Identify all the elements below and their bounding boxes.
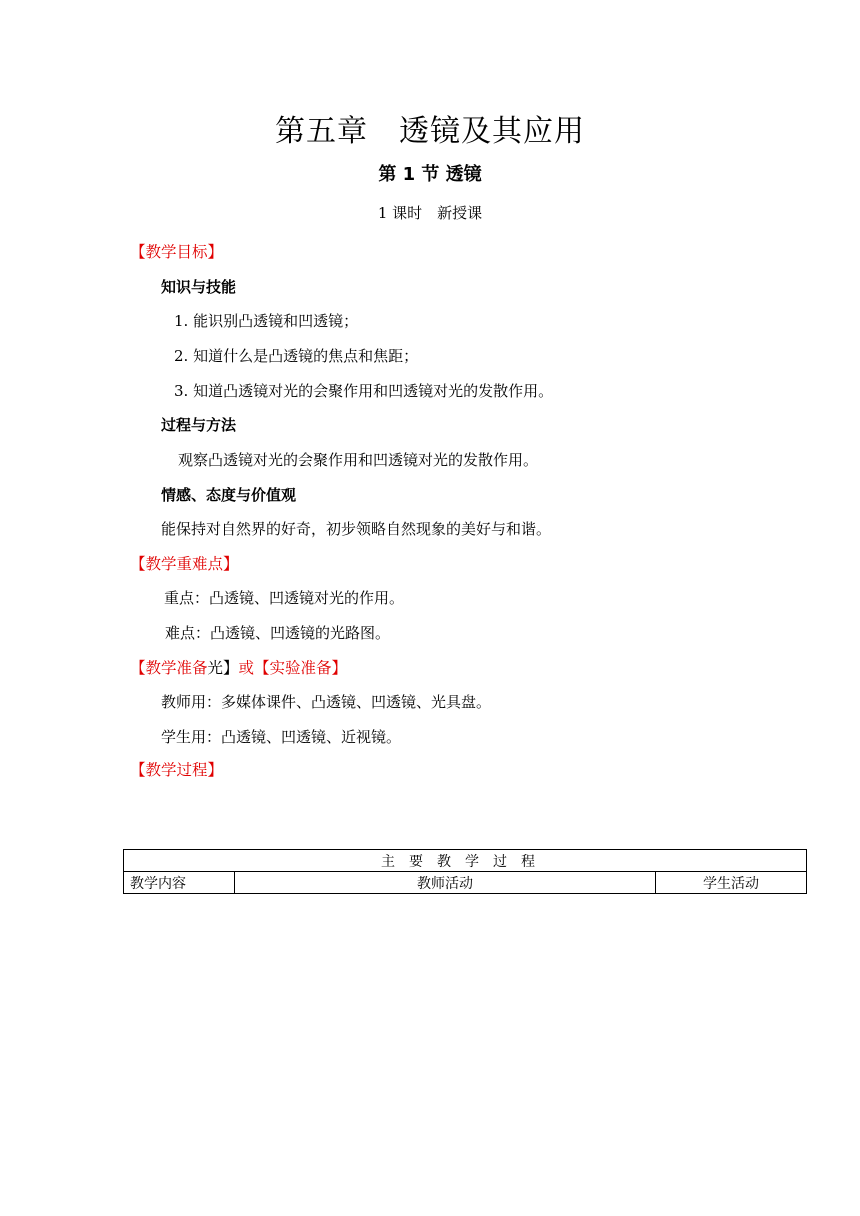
column-header-teacher: 教师活动	[235, 872, 656, 894]
knowledge-item-2: 2. 知道什么是凸透镜的焦点和焦距；	[174, 347, 419, 365]
preparation-heading-part2: 【实验准备】	[254, 659, 348, 677]
focus-text: 重点：凸透镜、凹透镜对光的作用。	[164, 589, 405, 607]
section-title: 第 1 节 透镜	[378, 164, 482, 185]
table-title: 主要教学过程	[381, 853, 549, 870]
process-method-text: 观察凸透镜对光的会聚作用和凹透镜对光的发散作用。	[178, 451, 539, 469]
attitude-heading: 情感、态度与价值观	[161, 486, 297, 504]
knowledge-heading: 知识与技能	[161, 278, 237, 296]
attitude-text: 能保持对自然界的好奇，初步领略自然现象的美好与和谐。	[161, 520, 552, 538]
teacher-materials: 教师用：多媒体课件、凸透镜、凹透镜、光具盘。	[161, 693, 492, 711]
preparation-heading	[130, 656, 347, 678]
difficulty-text: 难点：凸透镜、凹透镜的光路图。	[165, 624, 391, 642]
preparation-heading-mid: 光】	[207, 659, 239, 677]
table-title-cell	[124, 850, 807, 872]
table-title-row	[124, 850, 807, 872]
process-table	[123, 849, 807, 894]
lesson-meta: 1 课时 新授课	[377, 204, 483, 222]
chapter-title: 第五章 透镜及其应用	[275, 114, 585, 149]
key-points-heading: 【教学重难点】	[130, 555, 239, 573]
student-materials: 学生用：凸透镜、凹透镜、近视镜。	[161, 728, 402, 746]
column-header-student: 学生活动	[656, 872, 807, 894]
preparation-heading-part1: 【教学准备	[130, 659, 208, 677]
process-heading: 【教学过程】	[130, 761, 224, 779]
process-method-heading: 过程与方法	[161, 416, 237, 434]
objectives-heading: 【教学目标】	[130, 243, 224, 261]
knowledge-item-1: 1. 能识别凸透镜和凹透镜；	[174, 312, 359, 330]
preparation-heading-or: 或	[238, 659, 255, 677]
table-header-row	[124, 872, 807, 894]
column-header-content: 教学内容	[124, 872, 235, 894]
knowledge-item-3: 3. 知道凸透镜对光的会聚作用和凹透镜对光的发散作用。	[174, 382, 554, 400]
